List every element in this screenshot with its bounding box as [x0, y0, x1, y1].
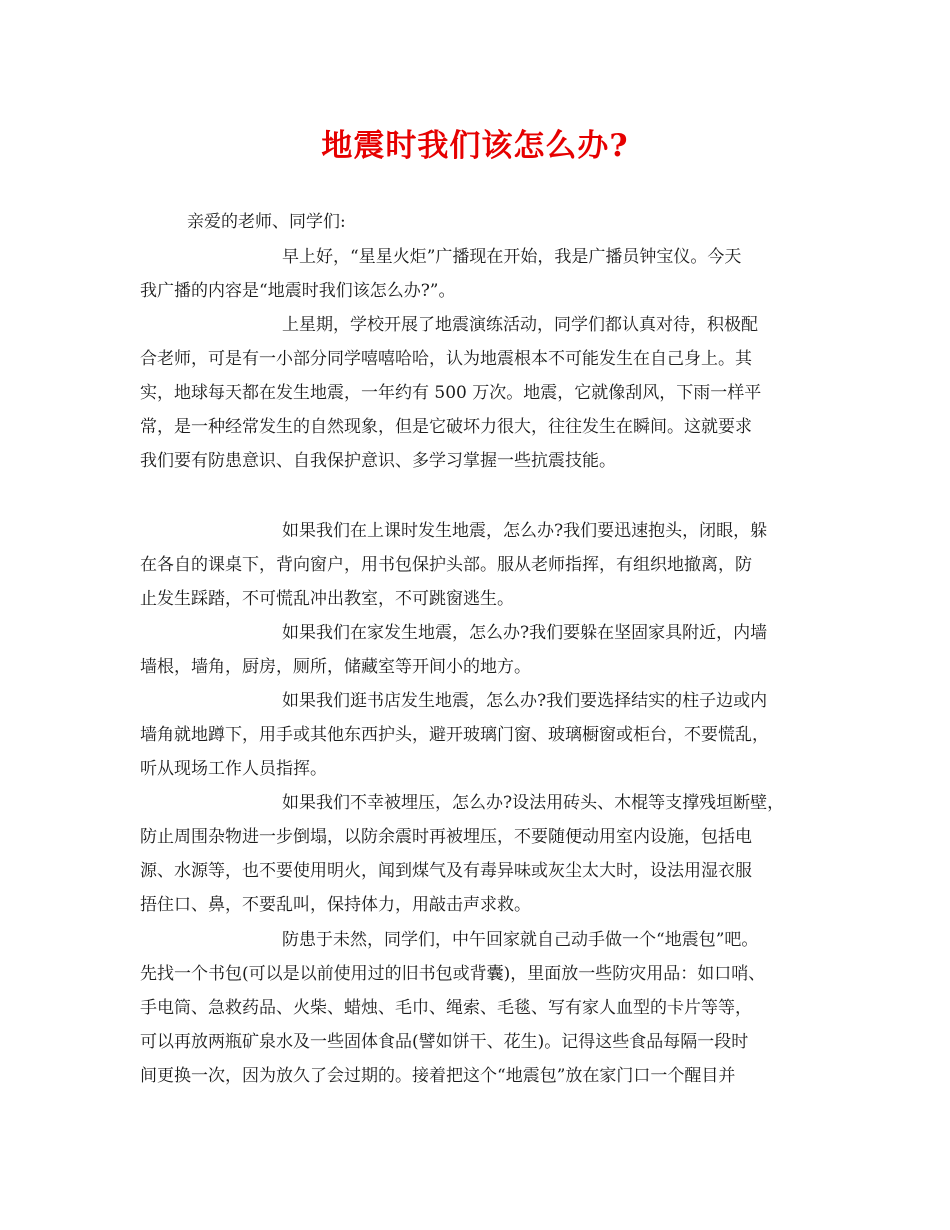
paragraph-line: 上星期，学校开展了地震演练活动，同学们都认真对待，积极配	[282, 315, 758, 335]
paragraph-line: 手电筒、急救药品、火柴、蜡烛、毛巾、绳索、毛毯、写有家人血型的卡片等等，	[140, 998, 752, 1018]
paragraph-line: 防患于未然，同学们，中午回家就自己动手做一个“地震包”吧。	[282, 930, 759, 950]
paragraph-line: 在各自的课桌下，背向窗户，用书包保护头部。服从老师指挥，有组织地撤离，防	[140, 555, 752, 575]
paragraph-line: 常，是一种经常发生的自然现象，但是它破坏力很大，往往发生在瞬间。这就要求	[140, 417, 752, 437]
paragraph-line: 我广播的内容是“地震时我们该怎么办?”。	[140, 281, 456, 301]
paragraph-line: 如果我们在上课时发生地震，怎么办?我们要迅速抱头，闭眼，躲	[282, 521, 768, 541]
paragraph-line: 如果我们逛书店发生地震，怎么办?我们要选择结实的柱子边或内	[282, 691, 768, 711]
paragraph-line: 实，地球每天都在发生地震，一年约有 500 万次。地震，它就像刮风，下雨一样平	[140, 383, 762, 403]
paragraph-line: 如果我们不幸被埋压，怎么办?设法用砖头、木棍等支撑残垣断壁，	[282, 793, 785, 813]
paragraph-line: 墙角就地蹲下，用手或其他东西护头，避开玻璃门窗、玻璃橱窗或柜台，不要慌乱，	[140, 725, 769, 745]
paragraph-line: 止发生踩踏，不可慌乱冲出教室，不可跳窗逃生。	[140, 589, 514, 609]
paragraph-line: 捂住口、鼻，不要乱叫，保持体力，用敲击声求救。	[140, 895, 531, 915]
paragraph-line: 先找一个书包(可以是以前使用过的旧书包或背囊)，里面放一些防灾用品：如口哨、	[140, 964, 766, 984]
paragraph-line: 早上好，“星星火炬”广播现在开始，我是广播员钟宝仪。今天	[282, 247, 742, 267]
paragraph-line: 可以再放两瓶矿泉水及一些固体食品(譬如饼干、花生)。记得这些食品每隔一段时	[140, 1032, 749, 1052]
paragraph-line: 墙根，墙角，厨房，厕所，储藏室等开间小的地方。	[140, 657, 531, 677]
paragraph-line: 防止周围杂物进一步倒塌，以防余震时再被埋压，不要随便动用室内设施，包括电	[140, 827, 752, 847]
paragraph-line: 间更换一次，因为放久了会过期的。接着把这个“地震包”放在家门口一个醒目并	[140, 1066, 736, 1086]
paragraph-line: 如果我们在家发生地震，怎么办?我们要躲在坚固家具附近，内墙	[282, 623, 768, 643]
paragraph-line: 听从现场工作人员指挥。	[140, 759, 327, 779]
paragraph-line: 源、水源等，也不要使用明火，闻到煤气及有毒异味或灰尘太大时，设法用湿衣服	[140, 861, 752, 881]
paragraph-line: 我们要有防患意识、自我保护意识、多学习掌握一些抗震技能。	[140, 451, 616, 471]
paragraph-line: 合老师，可是有一小部分同学嘻嘻哈哈，认为地震根本不可能发生在自己身上。其	[140, 349, 752, 369]
document-title: 地震时我们该怎么办?	[321, 128, 629, 164]
salutation: 亲爱的老师、同学们:	[187, 212, 346, 232]
